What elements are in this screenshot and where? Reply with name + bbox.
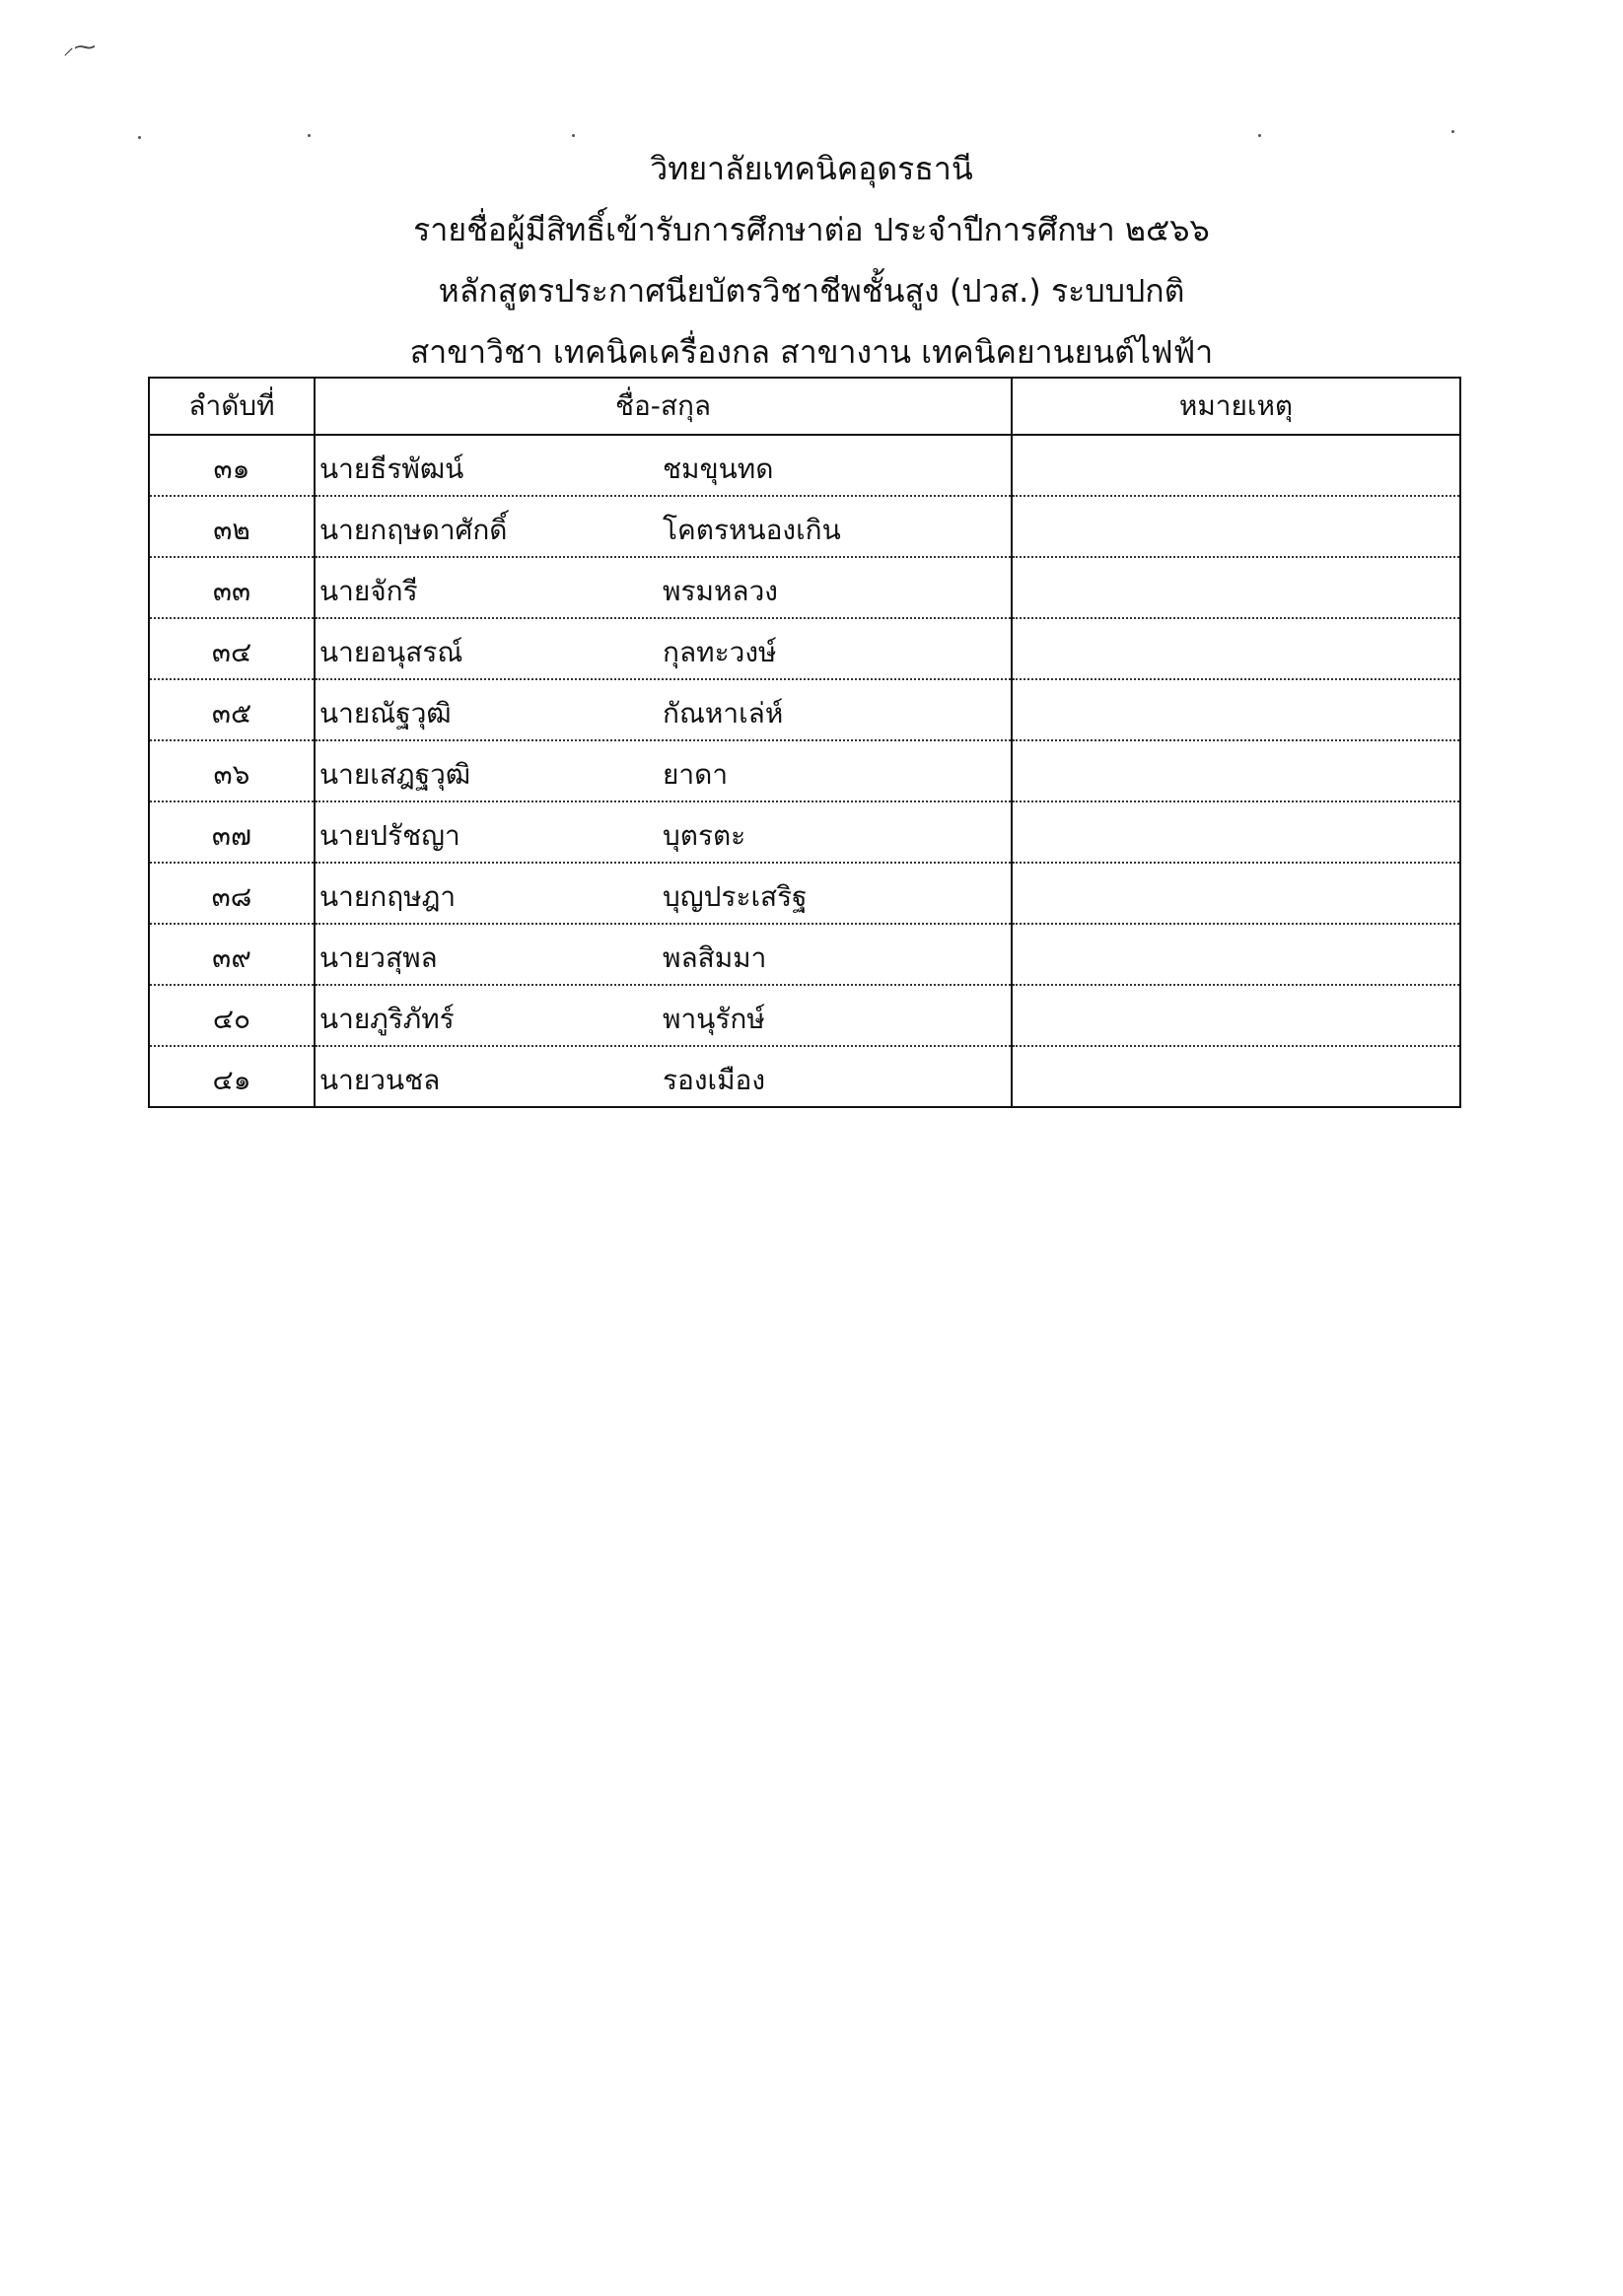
row-number: ๓๑ [149,435,315,496]
row-remark [1012,618,1460,679]
field-title: สาขาวิชา เทคนิคเครื่องกล สาขางาน เทคนิคยานยนต์ไฟฟ้า [409,333,1214,371]
row-number: ๓๒ [149,496,315,557]
row-name [315,557,1012,618]
last-name: บุญประเสริฐ [663,880,808,913]
row-name [315,863,1012,924]
list-title: รายชื่อผู้มีสิทธิ์เข้ารับการศึกษาต่อ ประจำปีการศึกษา ๒๕๖๖ [413,211,1210,248]
scan-mark: ⸝⁓ [63,35,97,60]
table-row [149,496,1460,557]
row-number: ๓๖ [149,740,315,801]
last-name: พรมหลวง [663,575,778,607]
first-name: นายปรัชญา [319,819,460,852]
row-number: ๓๔ [149,618,315,679]
table-header-row [149,378,1460,435]
row-remark [1012,496,1460,557]
row-remark [1012,801,1460,863]
row-number: ๔๑ [149,1046,315,1107]
first-name: นายกฤษดาศักดิ์ [319,514,508,546]
row-name [315,1046,1012,1107]
first-name: นายณัฐวุฒิ [319,697,452,730]
row-number: ๔๐ [149,985,315,1046]
table-row [149,1046,1460,1107]
row-name [315,679,1012,740]
institution-name: วิทยาลัยเทคนิคอุดรธานี [650,150,973,187]
row-number: ๓๘ [149,863,315,924]
column-header-name: ชื่อ-สกุล [315,378,1012,435]
first-name: นายธีรพัฒน์ [319,452,464,485]
last-name: พานุรักษ์ [663,1003,765,1035]
last-name: ยาดา [663,758,729,791]
document-header [0,138,1623,383]
row-remark [1012,863,1460,924]
table-row [149,679,1460,740]
column-header-remark: หมายเหตุ [1012,378,1460,435]
first-name: นายวนชล [319,1064,441,1096]
row-remark [1012,557,1460,618]
table-row [149,863,1460,924]
table-row [149,801,1460,863]
row-name [315,924,1012,985]
first-name: นายภูริภัทร์ [319,1003,455,1035]
table-row [149,924,1460,985]
table-row [149,618,1460,679]
last-name: กัณหาเล่ห์ [663,697,784,730]
row-name [315,801,1012,863]
last-name: ชมขุนทด [663,452,774,485]
row-name [315,435,1012,496]
table-row [149,435,1460,496]
first-name: นายเสฎฐวุฒิ [319,758,471,791]
last-name: รองเมือง [663,1064,766,1096]
row-remark [1012,1046,1460,1107]
table-row [149,740,1460,801]
first-name: นายวสุพล [319,941,438,974]
row-number: ๓๙ [149,924,315,985]
last-name: กุลทะวงษ์ [663,636,777,668]
row-remark [1012,740,1460,801]
column-header-number: ลำดับที่ [149,378,315,435]
row-name [315,740,1012,801]
first-name: นายกฤษฎา [319,880,457,913]
scan-dot [1258,134,1261,137]
last-name: โคตรหนองเกิน [663,514,841,546]
table-row [149,557,1460,618]
row-name [315,496,1012,557]
first-name: นายจักรี [319,575,418,607]
row-remark [1012,679,1460,740]
row-number: ๓๕ [149,679,315,740]
row-number: ๓๗ [149,801,315,863]
row-name [315,985,1012,1046]
row-remark [1012,924,1460,985]
last-name: พลสิมมา [663,941,767,974]
row-remark [1012,435,1460,496]
scan-dot [1451,130,1454,133]
row-remark [1012,985,1460,1046]
first-name: นายอนุสรณ์ [319,636,463,668]
last-name: บุตรตะ [663,819,746,852]
table-row [149,985,1460,1046]
scan-dot [308,134,311,137]
scan-dot [572,134,575,137]
row-name [315,618,1012,679]
program-title: หลักสูตรประกาศนียบัตรวิชาชีพชั้นสูง (ปวส.) ระบบปกติ [438,272,1185,310]
row-number: ๓๓ [149,557,315,618]
roster-table [148,377,1461,1108]
